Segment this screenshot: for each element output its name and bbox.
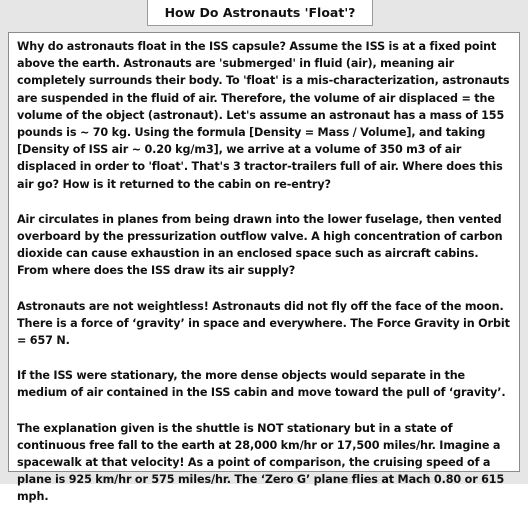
- paragraph-2: Air circulates in planes from being drawn into the lower fuselage, then vented overboard by the pressurization outflow valve. A high concentration of carbon dioxide can cause exhaustion in an enclosed space such as aircraft cabins. From where does the ISS draw its air supply?: [17, 212, 503, 278]
- paragraph-5: The explanation given is the shuttle is NOT stationary but in a state of continuous free fall to the earth at 28,000 km/hr or 17,500 miles/hr. Imagine a spacewalk at that velocity! As a point of comparison, the cruising speed of a plane is 925 km/hr or 575 miles/hr. The ‘Zero G’ plane flies at Mach 0.80 or 615 mph.: [17, 421, 505, 504]
- paragraph-1: Why do astronauts float in the ISS capsule? Assume the ISS is at a fixed point above the earth. Astronauts are 'submerged' in fluid (air), meaning air completely surrounds their body. To 'float' is a mis-characterization, astronauts are suspended in the fluid of air. Therefore, the volume of air displaced = the volume of the object (astronaut). Let's assume an astronaut has a mass of 155 pounds is ~ 70 kg. Using the formula [Density = Mass / Volume], and taking [Density of ISS air ~ 0.20 kg/m3], we arrive at a volume of 350 m3 of air displaced in order to 'float'. That's 3 tractor-trailers full of air. Where does this air go? How is it returned to the cabin on re-entry?: [17, 40, 510, 191]
- text-box: [8, 32, 520, 504]
- document-title: How Do Astronauts 'Float'?: [147, 0, 373, 26]
- paragraph-4: If the ISS were stationary, the more dense objects would separate in the medium of air contained in the ISS cabin and move toward the pull of ‘gravity’.: [17, 369, 506, 400]
- paragraph-3: Astronauts are not weightless! Astronauts did not fly off the face of the moon. There is a force of ‘gravity’ in space and everywhere. The Force Gravity in Orbit = 657 N.: [17, 299, 510, 348]
